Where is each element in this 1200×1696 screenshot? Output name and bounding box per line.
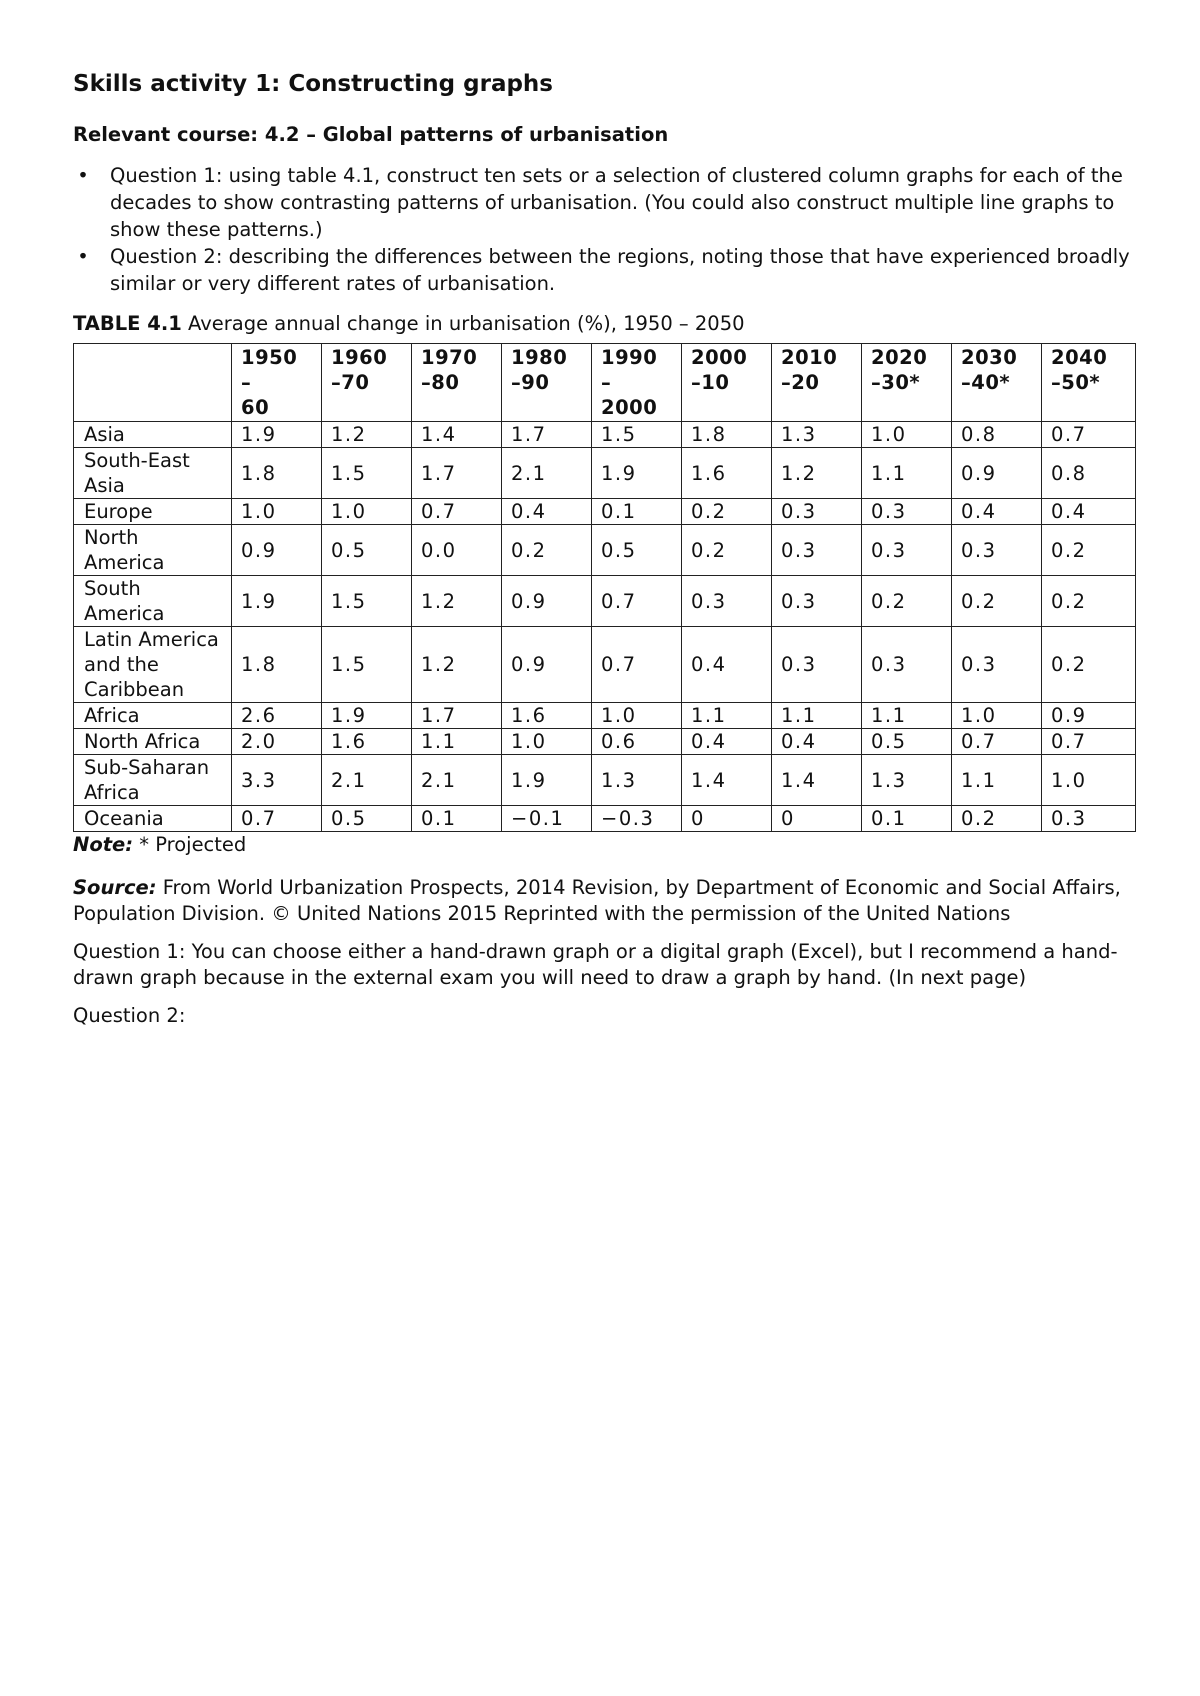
table-note [73,832,1140,857]
value-cell: 1.7 [412,703,502,729]
value-cell: 2.6 [232,703,322,729]
value-cell: 1.9 [232,576,322,627]
value-cell: 0.7 [592,576,682,627]
value-cell: 0.1 [592,499,682,525]
value-cell: 0.4 [682,627,772,703]
value-cell: 1.2 [412,627,502,703]
value-cell: 0 [772,806,862,832]
value-cell: 2.1 [412,755,502,806]
value-cell: 1.6 [502,703,592,729]
urbanisation-table [73,343,1136,832]
table-row [74,703,1136,729]
table-header-cell: 2000 –10 [682,344,772,422]
question-2-text: Question 2: describing the differences between the regions, noting those that have experienced broadly similar or very different rates of urbanisation. [110,245,1130,295]
region-cell: Latin America and the Caribbean [74,627,232,703]
table-header-cell: 1990 – 2000 [592,344,682,422]
value-cell: 1.0 [322,499,412,525]
value-cell: 1.4 [682,755,772,806]
value-cell: 1.0 [232,499,322,525]
table-row [74,525,1136,576]
value-cell: 1.5 [592,422,682,448]
value-cell: 0.4 [1042,499,1136,525]
value-cell: 0.7 [952,729,1042,755]
value-cell: 0.3 [772,525,862,576]
value-cell: 0.7 [592,627,682,703]
value-cell: 1.6 [682,448,772,499]
table-row [74,806,1136,832]
region-cell: Europe [74,499,232,525]
value-cell: 1.1 [412,729,502,755]
value-cell: 0.9 [952,448,1042,499]
table-caption [73,311,1140,337]
list-item [73,243,1140,297]
value-cell: 1.7 [502,422,592,448]
value-cell: 1.0 [862,422,952,448]
table-row [74,499,1136,525]
value-cell: 0.2 [862,576,952,627]
value-cell: 1.5 [322,448,412,499]
value-cell: 1.0 [952,703,1042,729]
relevant-course: Relevant course: 4.2 – Global patterns of urbanisation [73,123,669,146]
value-cell: 0.6 [592,729,682,755]
value-cell: 0.5 [322,525,412,576]
value-cell: 1.9 [592,448,682,499]
table-row [74,729,1136,755]
value-cell: −0.1 [502,806,592,832]
list-item [73,162,1140,243]
table-header-cell: 2010 –20 [772,344,862,422]
question-1-answer: Question 1: You can choose either a hand-drawn graph or a digital graph (Excel), but I recommend a hand-drawn graph because in the external exam you will need to draw a graph by hand. (In next page) [73,940,1118,989]
value-cell: 1.9 [502,755,592,806]
note-label: Note: [73,833,134,856]
value-cell: 0.3 [862,525,952,576]
value-cell: 0.4 [502,499,592,525]
value-cell: 1.7 [412,448,502,499]
value-cell: 1.3 [772,422,862,448]
bullet-icon: • [77,164,89,187]
table-header-cell: 1950 – 60 [232,344,322,422]
region-cell: Asia [74,422,232,448]
table-caption-text: Average annual change in urbanisation (%), 1950 – 2050 [181,312,745,335]
value-cell: 1.3 [862,755,952,806]
value-cell: 0.2 [682,499,772,525]
source-text: From World Urbanization Prospects, 2014 Revision, by Department of Economic and Social Affairs, Population Division. © United Nations 2015 Reprinted with the permission of the United Nations [73,876,1121,925]
table-row [74,422,1136,448]
value-cell: 0.0 [412,525,502,576]
value-cell: 0.3 [1042,806,1136,832]
table-header-row [74,344,1136,422]
table-source [73,875,1140,927]
question-2-answer: Question 2: [73,1004,186,1027]
value-cell: 1.2 [412,576,502,627]
value-cell: 0.3 [862,499,952,525]
value-cell: 1.4 [412,422,502,448]
value-cell: 0.5 [862,729,952,755]
value-cell: 0.3 [772,499,862,525]
table-header-cell: 1960 –70 [322,344,412,422]
table-row [74,755,1136,806]
table-header-cell: 1970 –80 [412,344,502,422]
value-cell: 0.2 [682,525,772,576]
value-cell: 2.1 [502,448,592,499]
region-cell: South America [74,576,232,627]
value-cell: 1.1 [682,703,772,729]
value-cell: 2.1 [322,755,412,806]
region-cell: South-East Asia [74,448,232,499]
table-row [74,627,1136,703]
value-cell: 0.9 [502,576,592,627]
value-cell: −0.3 [592,806,682,832]
value-cell: 0.1 [412,806,502,832]
value-cell: 1.8 [232,627,322,703]
source-label: Source: [73,876,157,899]
value-cell: 1.5 [322,627,412,703]
value-cell: 1.4 [772,755,862,806]
value-cell: 0.3 [952,627,1042,703]
value-cell: 1.1 [772,703,862,729]
value-cell: 0.4 [772,729,862,755]
region-cell: North Africa [74,729,232,755]
value-cell: 0.3 [862,627,952,703]
value-cell: 1.8 [682,422,772,448]
value-cell: 3.3 [232,755,322,806]
question-1-text: Question 1: using table 4.1, construct ten sets or a selection of clustered column graphs for each of the decades to show contrasting patterns of urbanisation. (You could also construct multiple line graphs to show these patterns.) [110,164,1123,241]
region-cell: North America [74,525,232,576]
value-cell: 1.1 [862,448,952,499]
value-cell: 0.9 [232,525,322,576]
value-cell: 0.2 [1042,525,1136,576]
table-caption-label: TABLE 4.1 [73,312,182,335]
note-text: * Projected [133,833,247,856]
value-cell: 2.0 [232,729,322,755]
value-cell: 0.9 [1042,703,1136,729]
bullet-icon: • [77,245,89,268]
value-cell: 0.5 [592,525,682,576]
value-cell: 0.3 [682,576,772,627]
value-cell: 1.0 [1042,755,1136,806]
value-cell: 0.2 [1042,627,1136,703]
table-header-cell: 2030 –40* [952,344,1042,422]
value-cell: 0.3 [952,525,1042,576]
table-body [74,422,1136,832]
value-cell: 1.6 [322,729,412,755]
value-cell: 1.9 [232,422,322,448]
value-cell: 0.5 [322,806,412,832]
value-cell: 0 [682,806,772,832]
value-cell: 0.7 [1042,422,1136,448]
value-cell: 0.4 [682,729,772,755]
value-cell: 0.3 [772,627,862,703]
table-header-cell: 2040 –50* [1042,344,1136,422]
value-cell: 0.7 [232,806,322,832]
value-cell: 0.9 [502,627,592,703]
region-cell: Oceania [74,806,232,832]
value-cell: 1.1 [952,755,1042,806]
value-cell: 0.2 [952,806,1042,832]
value-cell: 0.1 [862,806,952,832]
region-cell: Sub-Saharan Africa [74,755,232,806]
value-cell: 1.0 [592,703,682,729]
value-cell: 0.3 [772,576,862,627]
document-title: Skills activity 1: Constructing graphs [73,71,553,97]
value-cell: 0.8 [952,422,1042,448]
value-cell: 0.4 [952,499,1042,525]
value-cell: 1.9 [322,703,412,729]
value-cell: 1.8 [232,448,322,499]
value-cell: 0.8 [1042,448,1136,499]
value-cell: 1.2 [322,422,412,448]
value-cell: 1.3 [592,755,682,806]
table-row [74,576,1136,627]
value-cell: 0.7 [1042,729,1136,755]
value-cell: 0.2 [502,525,592,576]
table-row [74,448,1136,499]
value-cell: 0.2 [952,576,1042,627]
table-header-cell: 1980 –90 [502,344,592,422]
table-header-cell: 2020 –30* [862,344,952,422]
value-cell: 0.2 [1042,576,1136,627]
value-cell: 1.0 [502,729,592,755]
table-corner-cell [74,344,232,422]
region-cell: Africa [74,703,232,729]
value-cell: 0.7 [412,499,502,525]
value-cell: 1.5 [322,576,412,627]
question-list [73,162,1140,297]
value-cell: 1.2 [772,448,862,499]
value-cell: 1.1 [862,703,952,729]
